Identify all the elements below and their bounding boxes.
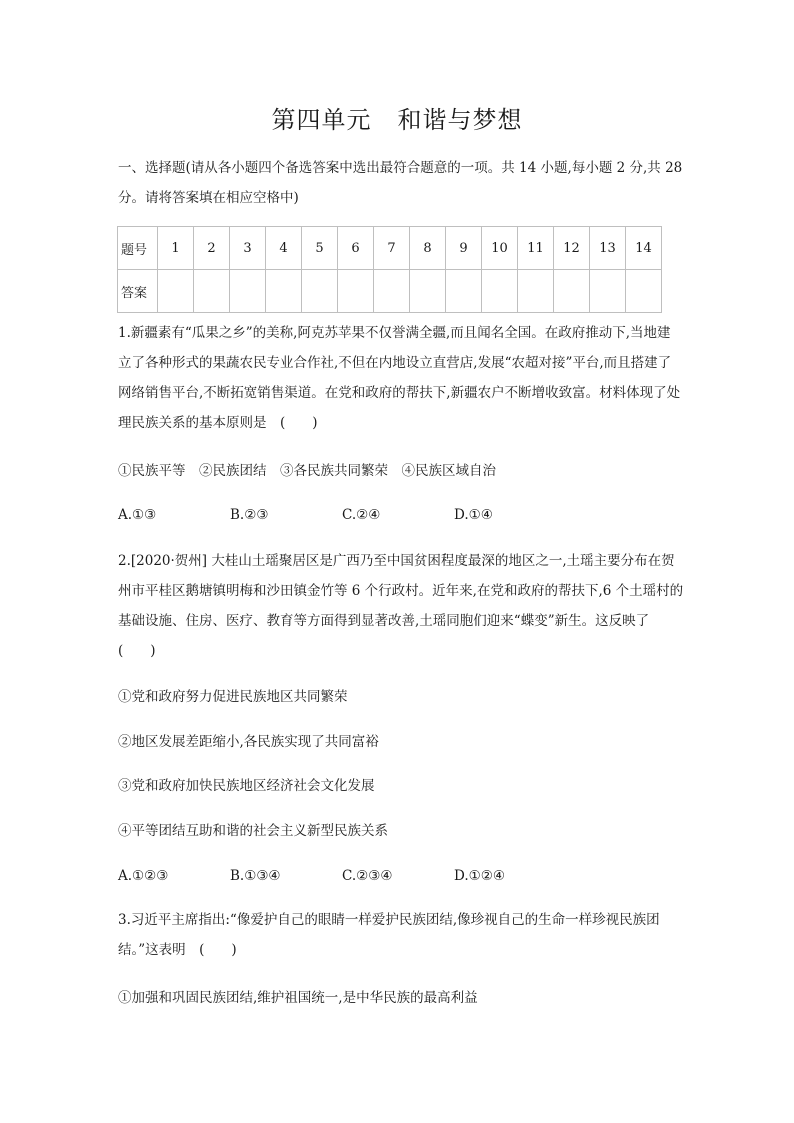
question-number-cell: 10 xyxy=(482,227,518,270)
question-2-options xyxy=(118,866,505,886)
answer-cell[interactable] xyxy=(626,270,662,313)
answer-table-label: 题号 xyxy=(118,227,158,270)
option-a[interactable]: A.①②③ xyxy=(118,868,169,884)
question-number-cell: 11 xyxy=(518,227,554,270)
answer-cell[interactable] xyxy=(446,270,482,313)
option-c[interactable]: C.②③④ xyxy=(342,868,393,884)
answer-cell[interactable] xyxy=(338,270,374,313)
question-number-cell: 1 xyxy=(158,227,194,270)
answer-table-answer-row xyxy=(118,270,662,313)
option-b[interactable]: B.①③④ xyxy=(230,868,281,884)
answer-cell[interactable] xyxy=(302,270,338,313)
question-2-item: ②地区发展差距缩小,各民族实现了共同富裕 xyxy=(118,734,379,750)
question-number-cell: 6 xyxy=(338,227,374,270)
question-number-cell: 14 xyxy=(626,227,662,270)
answer-cell[interactable] xyxy=(230,270,266,313)
answer-cell[interactable] xyxy=(374,270,410,313)
option-b[interactable]: B.②③ xyxy=(230,507,269,523)
answer-table xyxy=(117,226,662,313)
answer-cell[interactable] xyxy=(554,270,590,313)
question-number-cell: 2 xyxy=(194,227,230,270)
answer-cell[interactable] xyxy=(194,270,230,313)
question-number-cell: 5 xyxy=(302,227,338,270)
question-2-item: ③党和政府加快民族地区经济社会文化发展 xyxy=(118,778,375,794)
title-unit: 第四单元 xyxy=(271,106,372,134)
option-d[interactable]: D.①④ xyxy=(454,507,493,523)
question-3-stem: 3.习近平主席指出:“像爱护自己的眼睛一样爱护民族团结,像珍视自己的生命一样珍视民族团结。”这表明 ( ) xyxy=(118,912,660,958)
answer-table-number-row xyxy=(118,227,662,270)
answer-cell[interactable] xyxy=(518,270,554,313)
question-number-cell: 4 xyxy=(266,227,302,270)
question-2-item: ④平等团结互助和谐的社会主义新型民族关系 xyxy=(118,823,388,839)
answer-table-label: 答案 xyxy=(118,270,158,313)
answer-cell[interactable] xyxy=(410,270,446,313)
option-a[interactable]: A.①③ xyxy=(118,507,157,523)
question-number-cell: 8 xyxy=(410,227,446,270)
option-c[interactable]: C.②④ xyxy=(342,507,381,523)
option-d[interactable]: D.①②④ xyxy=(454,868,505,884)
question-3-item: ①加强和巩固民族团结,维护祖国统一,是中华民族的最高利益 xyxy=(118,990,478,1006)
question-1-stem: 1.新疆素有“瓜果之乡”的美称,阿克苏苹果不仅誉满全疆,而且闻名全国。在政府推动下,当地建立了各种形式的果蔬农民专业合作社,不但在内地设立直营店,发展“农超对接”平台,而且搭建了网络销售平台,不断拓宽销售渠道。在党和政府的帮扶下,新疆农户不断增收致富。材料体现了处理民族关系的基本原则是 ( ) xyxy=(118,325,681,431)
question-number-cell: 13 xyxy=(590,227,626,270)
question-1-options xyxy=(118,505,493,525)
question-1-items: ①民族平等 ②民族团结 ③各民族共同繁荣 ④民族区域自治 xyxy=(118,463,496,479)
question-number-cell: 12 xyxy=(554,227,590,270)
answer-cell[interactable] xyxy=(482,270,518,313)
title-theme: 和谐与梦想 xyxy=(397,106,523,134)
section-instructions: 一、选择题(请从各小题四个备选答案中选出最符合题意的一项。共 14 小题,每小题 2 分,共 28 分。请将答案填在相应空格中) xyxy=(118,160,683,206)
question-number-cell: 7 xyxy=(374,227,410,270)
question-number-cell: 3 xyxy=(230,227,266,270)
question-2-stem: 2.[2020·贺州] 大桂山土瑶聚居区是广西乃至中国贫困程度最深的地区之一,土瑶主要分布在贺州市平桂区鹅塘镇明梅和沙田镇金竹等 6 个行政村。近年来,在党和政府的帮扶下,6 个土瑶村的基础设施、住房、医疗、教育等方面得到显著改善,土瑶同胞们迎来“蝶变”新生。这反映了 ( ) xyxy=(118,553,684,659)
page-title xyxy=(0,100,794,135)
answer-cell[interactable] xyxy=(590,270,626,313)
question-2-item: ①党和政府努力促进民族地区共同繁荣 xyxy=(118,689,348,705)
question-number-cell: 9 xyxy=(446,227,482,270)
answer-cell[interactable] xyxy=(266,270,302,313)
answer-cell[interactable] xyxy=(158,270,194,313)
